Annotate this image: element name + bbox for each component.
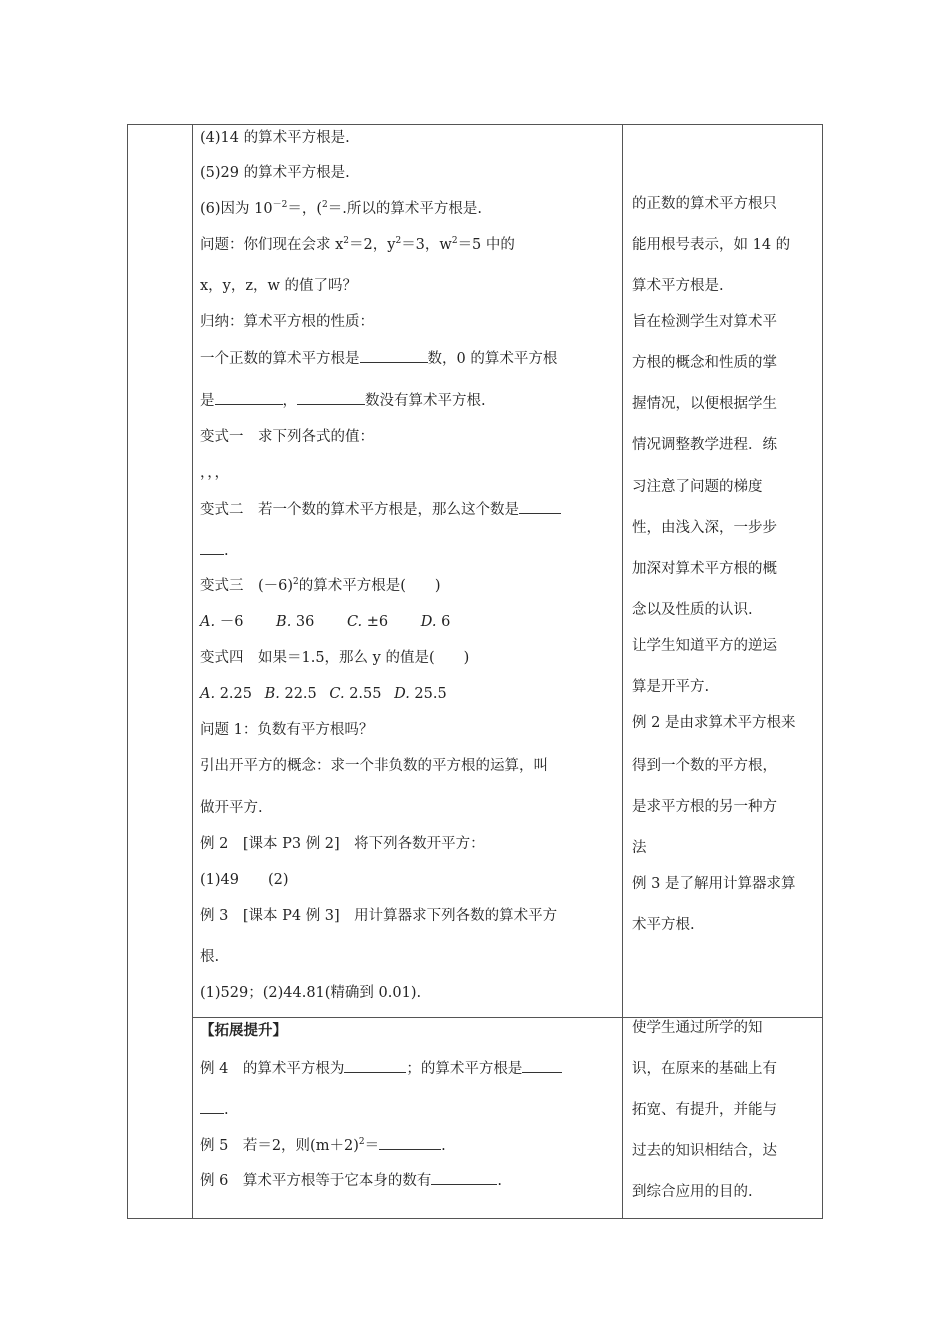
item-5: (5)29 的算术平方根是.	[200, 165, 350, 181]
question-line-1: 问题：你们现在会求 $x^2=2$，$y^2=3$，$w^2=5$ 中的	[200, 236, 515, 253]
note-line: 使学生通过所学的知	[632, 1020, 763, 1036]
variant-3: 变式三 $(-6)^2$的算术平方根是( )	[200, 577, 441, 594]
example-6: 例 6 算术平方根等于它本身的数有 .	[200, 1170, 502, 1191]
property-line-2: 是 ， 数没有算术平方根.	[200, 390, 486, 411]
column-divider	[192, 125, 193, 1218]
example-4: 例 4 的算术平方根为 ；的算术平方根是	[200, 1058, 562, 1079]
example-3: 例 3 [课本 P4 例 3] 用计算器求下列各数的算术平方	[200, 908, 558, 924]
note-line: 方根的概念和性质的掌	[632, 355, 777, 371]
fill-blank[interactable]	[379, 1135, 441, 1150]
note-line: 习注意了问题的梯度	[632, 479, 763, 495]
column-divider	[622, 125, 623, 1218]
note-line: 例 3 是了解用计算器求算	[632, 876, 796, 892]
example-3-cont: 根.	[200, 949, 220, 965]
note-line: 识，在原来的基础上有	[632, 1061, 777, 1077]
note-line: 握情况，以便根据学生	[632, 396, 777, 412]
example-5: 例 5 若＝2，则$(m+2)^2=$ .	[200, 1137, 446, 1154]
example-4-cont: .	[200, 1099, 229, 1120]
question-line-2: x，y，z，w 的值了吗？	[200, 278, 358, 294]
note-line: 术平方根.	[632, 917, 695, 933]
note-line: 的正数的算术平方根只	[632, 196, 777, 212]
variant-4: 变式四 如果＝1.5，那么 y 的值是( )	[200, 650, 470, 666]
extend-heading: 【拓展提升】	[200, 1022, 287, 1039]
note-line: 算是开平方.	[632, 679, 710, 695]
example-2: 例 2 [课本 P3 例 2] 将下列各数开平方：	[200, 836, 485, 852]
variant-3-options: A. －6 B. 36 C. ±6 D. 6	[200, 614, 451, 630]
item-6: (6)因为 $10^{-2}=$，($^2$＝.所以的算术平方根是.	[200, 200, 482, 217]
note-line: 例 2 是由求算术平方根来	[632, 715, 796, 731]
fill-blank[interactable]	[215, 390, 283, 405]
note-line: 算术平方根是.	[632, 278, 724, 294]
variant-2-cont: .	[200, 540, 229, 561]
example-3-items: (1)529；(2)44.81(精确到 0.01).	[200, 985, 422, 1001]
fill-blank[interactable]	[200, 1099, 224, 1114]
fill-blank[interactable]	[522, 1058, 562, 1073]
summary-heading: 归纳：算术平方根的性质：	[200, 314, 374, 330]
note-line: 到综合应用的目的.	[632, 1184, 753, 1200]
concept-line-2: 做开平方.	[200, 800, 263, 816]
note-line: 加深对算术平方根的概	[632, 561, 777, 577]
fill-blank[interactable]	[360, 348, 428, 363]
variant-1-exprs: ，，，	[200, 465, 229, 481]
note-line: 性，由浅入深，一步步	[632, 520, 777, 536]
note-line: 拓宽、有提升，并能与	[632, 1102, 777, 1118]
concept-line-1: 引出开平方的概念：求一个非负数的平方根的运算，叫	[200, 758, 548, 774]
fill-blank[interactable]	[344, 1058, 406, 1073]
note-line: 旨在检测学生对算术平	[632, 314, 777, 330]
property-line-1: 一个正数的算术平方根是 数，0 的算术平方根	[200, 348, 557, 369]
variant-1: 变式一 求下列各式的值：	[200, 429, 374, 445]
fill-blank[interactable]	[200, 540, 224, 555]
note-line: 法	[632, 840, 647, 856]
question-negative: 问题 1：负数有平方根吗？	[200, 722, 374, 738]
note-line: 让学生知道平方的逆运	[632, 638, 777, 654]
note-line: 得到一个数的平方根，	[632, 758, 777, 774]
variant-2: 变式二 若一个数的算术平方根是，那么这个数是	[200, 499, 561, 520]
note-line: 能用根号表示，如 14 的	[632, 237, 791, 253]
item-4: (4)14 的算术平方根是.	[200, 130, 350, 146]
note-line: 是求平方根的另一种方	[632, 799, 777, 815]
note-line: 情况调整教学进程．练	[632, 437, 777, 453]
fill-blank[interactable]	[431, 1170, 497, 1185]
note-line: 念以及性质的认识.	[632, 602, 753, 618]
variant-4-options: A. 2.25 B. 22.5 C. 2.55 D. 25.5	[200, 686, 447, 702]
fill-blank[interactable]	[519, 499, 561, 514]
example-2-items: (1)49 (2)	[200, 872, 289, 888]
note-line: 过去的知识相结合，达	[632, 1143, 777, 1159]
fill-blank[interactable]	[297, 390, 365, 405]
